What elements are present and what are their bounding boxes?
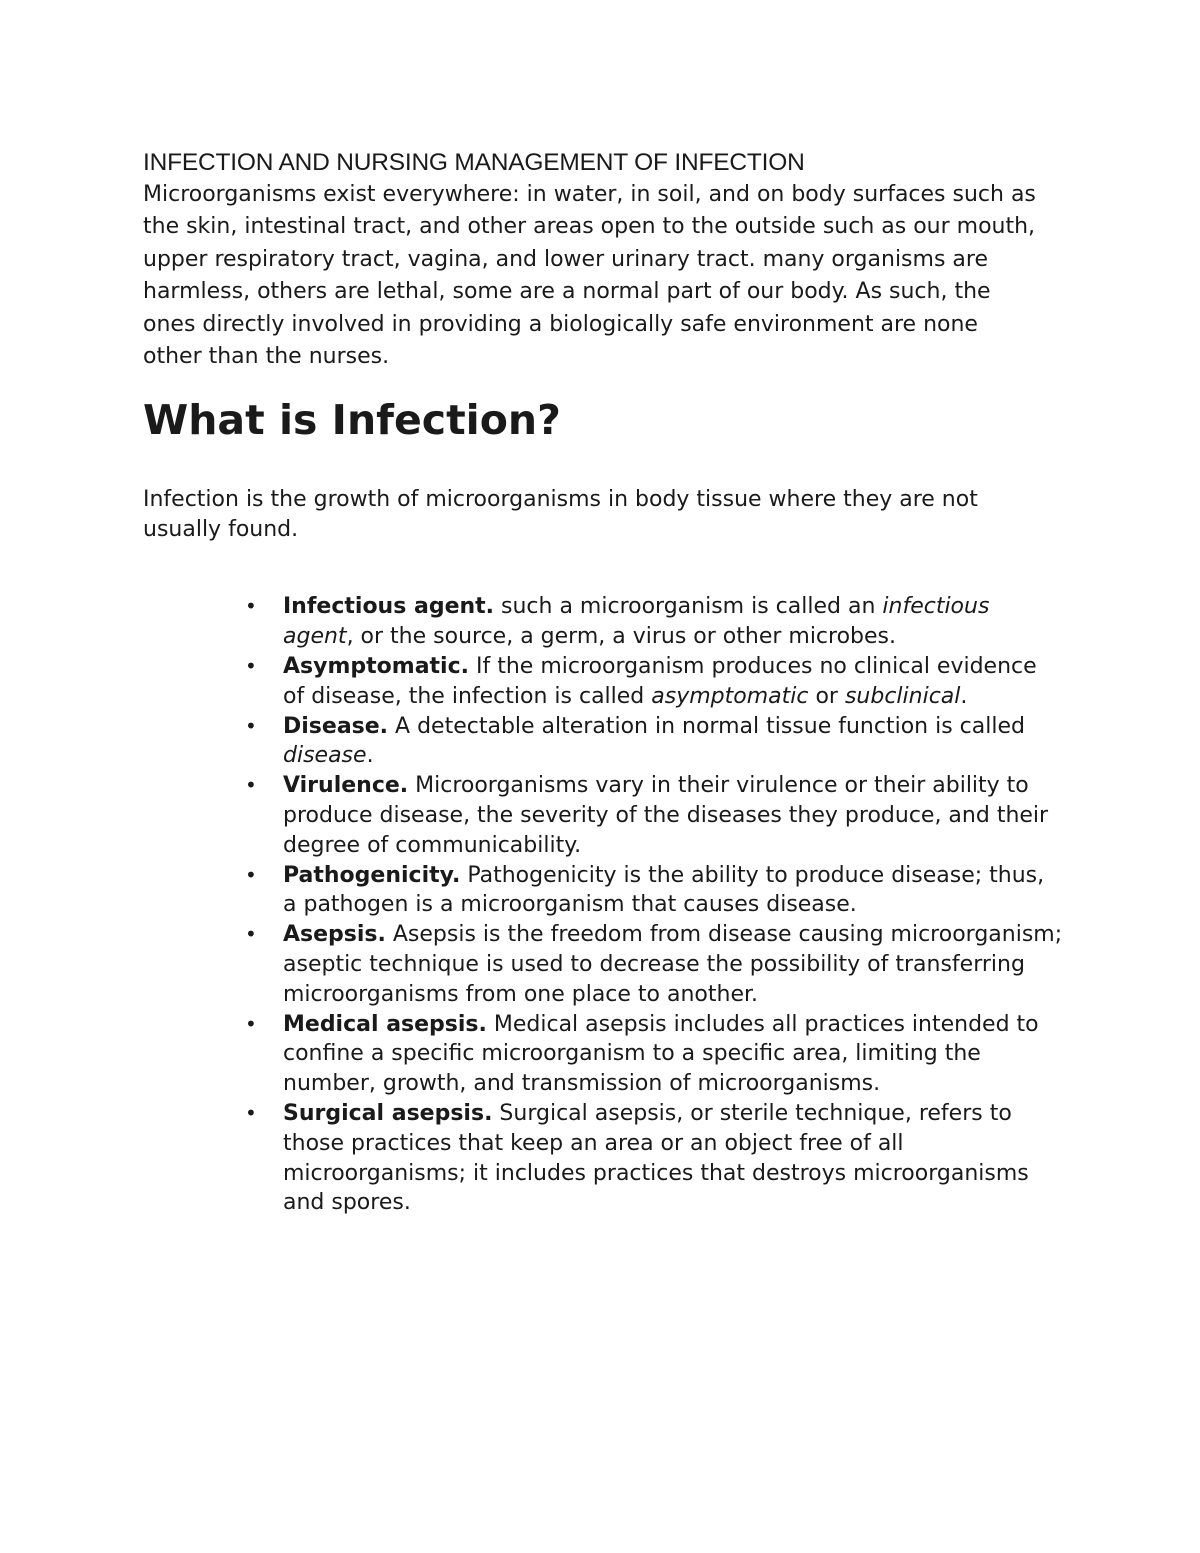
list-item: [245, 861, 1063, 921]
term-emphasis: disease: [283, 743, 367, 769]
definition-paragraph: Infection is the growth of microorganisms in body tissue where they are not usually found.: [143, 487, 978, 543]
term-name: Surgical asepsis.: [283, 1100, 493, 1126]
term-emphasis: subclinical: [844, 683, 961, 709]
list-item: [245, 1010, 1063, 1099]
bullet-icon: •: [245, 594, 257, 619]
term-text: A detectable alteration in normal tissue function is called: [388, 713, 1025, 739]
list-item: [245, 920, 1063, 1009]
term-text: Asepsis is the freedom from disease causing microorganism; aseptic technique is used to decrease the possibility of transferring microorganisms from one place to another.: [283, 922, 1063, 1007]
list-item: [245, 712, 1063, 772]
term-name: Infectious agent.: [283, 594, 495, 620]
term-text: Microorganisms vary in their virulence or their ability to produce disease, the severity of the diseases they produce, and their degree of communicability.: [283, 773, 1049, 858]
document-title: INFECTION AND NURSING MANAGEMENT OF INFECTION: [143, 149, 805, 176]
bullet-icon: •: [245, 773, 257, 798]
list-item: [245, 1099, 1063, 1218]
term-name: Pathogenicity.: [283, 862, 461, 888]
document-page: [143, 146, 1073, 1218]
bullet-icon: •: [245, 713, 257, 738]
bullet-icon: •: [245, 654, 257, 679]
term-text: Surgical asepsis, or sterile technique, refers to those practices that keep an area or an object free of all microorganisms; it includes practices that destroys microorganisms and spores.: [283, 1100, 1029, 1216]
term-name: Virulence.: [283, 773, 409, 799]
term-name: Asepsis.: [283, 922, 386, 948]
bullet-icon: •: [245, 1011, 257, 1036]
list-item: [245, 652, 1063, 712]
term-text: , or the source, a germ, a virus or other microbes.: [346, 624, 897, 650]
section-heading: What is Infection?: [143, 396, 561, 445]
term-text: or: [808, 683, 845, 709]
term-emphasis: asymptomatic: [651, 683, 809, 709]
term-text: If the microorganism produces no clinical evidence of disease, the infection is called: [283, 654, 1037, 709]
term-name: Medical asepsis.: [283, 1011, 487, 1037]
term-name: Disease.: [283, 713, 389, 739]
list-item: [245, 771, 1063, 860]
term-text: .: [366, 743, 374, 769]
term-text: such a microorganism is called an: [494, 594, 883, 620]
term-emphasis: infectious agent: [283, 594, 990, 650]
term-text: Pathogenicity is the ability to produce disease; thus, a pathogen is a microorganism that causes disease.: [283, 862, 1045, 918]
intro-paragraph: Microorganisms exist everywhere: in water, in soil, and on body surfaces such as the skin, intestinal tract, and other areas open to the outside such as our mouth, upper respiratory tract, vagina, and lower urinary tract. many organisms are harmless, others are lethal, some are a normal part of our body. As such, the ones directly involved in providing a biologically safe environment are none other than the nurses.: [143, 182, 1036, 370]
bullet-icon: •: [245, 862, 257, 887]
term-name: Asymptomatic.: [283, 654, 469, 680]
term-text: Medical asepsis includes all practices intended to confine a specific microorganism to a specific area, limiting the number, growth, and transmission of microorganisms.: [283, 1011, 1039, 1097]
terms-list: [143, 592, 1073, 1218]
term-text: .: [960, 683, 968, 709]
list-item: [245, 592, 1063, 652]
bullet-icon: •: [245, 922, 257, 947]
bullet-icon: •: [245, 1100, 257, 1125]
